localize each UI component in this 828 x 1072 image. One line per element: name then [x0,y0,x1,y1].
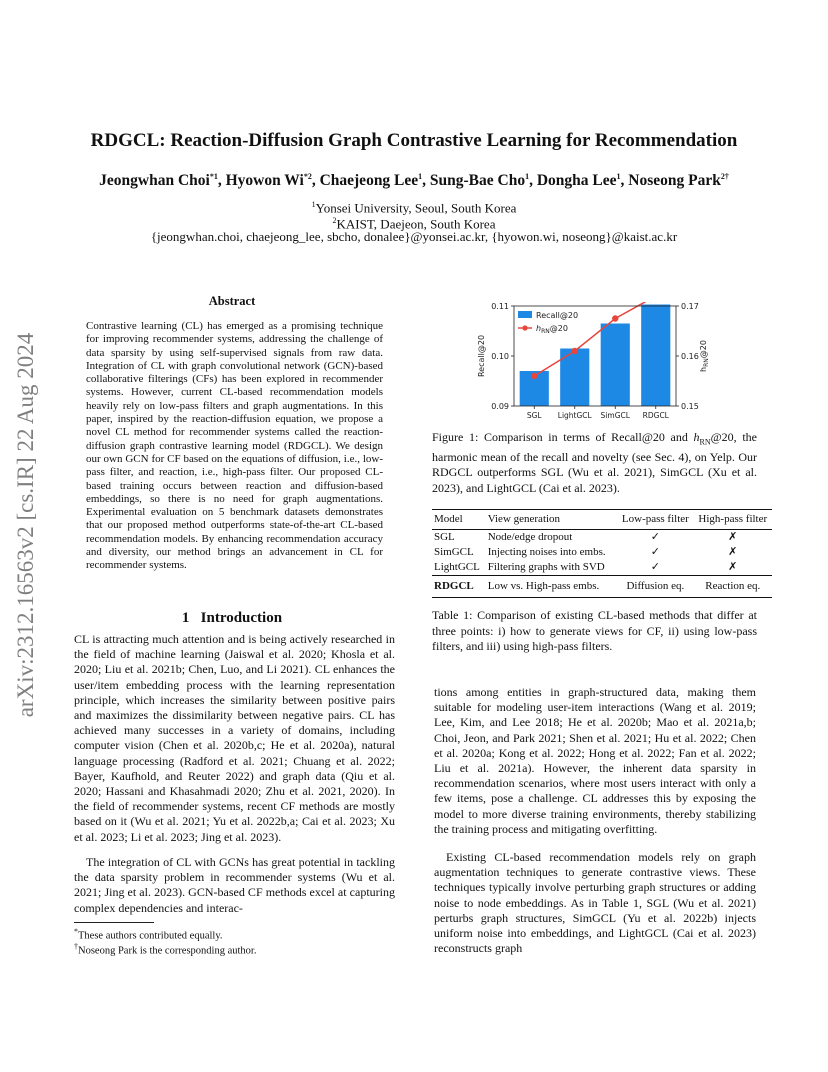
y2-tick-label: 0.15 [681,402,699,411]
x-tick-label: RDGCL [642,411,669,420]
table-row [432,545,772,560]
figure-caption-prefix: Figure 1: Comparison in terms of Recall@20 and [432,430,694,444]
table-cell: Reaction eq. [694,576,772,598]
table-cell: Node/edge dropout [487,531,573,543]
check-mark: ✓ [650,531,660,543]
bar-rdgcl [641,305,670,407]
abstract-heading: Abstract [208,294,256,308]
table-cell: SGL [434,531,455,543]
table-header-cell: Model [432,510,486,530]
table-header-cell: High-pass filter [694,510,772,530]
line-point-simgcl [612,315,618,321]
legend-label-recall: Recall@20 [536,311,579,320]
table-cell: Low vs. High-pass embs. [486,576,617,598]
table-row [432,560,772,576]
abstract-text: Contrastive learning (CL) has emerged as a promising technique for improving recommender systems, addressing the challenge of data sparsity by using self-supervised signals from raw data. Integration of CL with graph convolutional network (GCN)-based collaborative filterings (CFs) has been explored in recommender systems. However, current CL-based recommendation models heavily rely on low-pass filters and graph augmentations. In this paper, inspired by the reaction-diffusion equation, we propose a novel CL method for recommender systems called the reaction-diffusion graph contrastive learning model (RDGCL). We design our own GCN for CF based on the equations of diffusion, i.e., low-pass filter, and reaction, i.e., high-pass filter. Our proposed CL-based training occurs between reaction and diffusion-based embeddings, so there is no need for graph augmentations. Experimental evaluation on 5 benchmark datasets demonstrates that our proposed method outperforms state-of-the-art CL-based recommendation models. By enhancing recommendation accuracy and diversity, our method brings an advancement in CL for recommender systems. [86,320,383,572]
affiliation-text: KAIST, Daejeon, South Korea [336,216,496,232]
author-name: Noseong Park [628,172,721,190]
figure-caption-suffix: @20, the harmonic mean of the recall and novelty (see Sec. 4), on Yelp. Our RDGCL outperforms SGL (Wu et al. 2021), SimGCL (Xu et al. 2023), and LightGCL (Cai et al. 2023). [432,430,757,495]
table-cell: RDGCL [432,576,486,598]
y-tick-label: 0.09 [491,402,509,411]
arxiv-stamp [6,290,46,760]
table-cell: Filtering graphs with SVD [486,560,617,576]
author-mark: 1 [418,172,423,181]
author-mark: 1 [616,172,621,181]
section-number: 1 [181,610,190,626]
bar-simgcl [601,324,630,407]
author-name: Sung-Bae Cho [429,172,526,190]
table-1-caption: Table 1: Comparison of existing CL-based methods that differ at three points: i) how to generate views for CF, ii) using low-pass filters, and iii) using high-pass filters. [432,608,757,653]
check-mark: ✓ [617,560,693,576]
intro-paragraph-3: tions among entities in graph-structured data, making them suitable for modeling user-item interactions (Wang et al. 2019; Lee, Kim, and Lee 2018; He et al. 2020b; Mao et al. 2021a,b; Choi, Jeon, and Park 2021; Shen et al. 2021; Hu et al. 2022; Chen et al. 2020a; Kong et al. 2022; Hong et al. 2022; Fan et al. 2022; Liu et al. 2021a). However, the inherent data sparsity in recommendation scenarios, where most users interact with only a few items, pose a challenge. CL addresses this by exposing the model to more diverse training environments, thereby stabilizing the training process and mitigating overfitting. [434,685,756,836]
table-row [432,530,772,546]
footnote-text: Noseong Park is the corresponding author. [78,945,257,957]
y-tick-label: 0.10 [491,352,509,361]
intro-paragraph-4: Existing CL-based recommendation models rely on graph augmentation techniques to generate contrastive views. These techniques typically involve perturbing graph structures or adding noise to node embeddings. As in Table 1, SGL (Wu et al. 2021) perturbs graph structures, SimGCL (Yu et al. 2022b) injects uniform noise into embeddings, and LightGCL (Cai et al. 2023) reconstructs graph [434,850,756,956]
arxiv-stamp-text: arXiv:2312.16563v2 [cs.IR] 22 Aug 2024 [13,332,38,718]
table-header-row [432,510,772,530]
line-point-lightgcl [572,348,578,354]
table-header-cell: Low-pass filter [617,510,693,530]
affiliation-mark: 1 [311,200,316,209]
author-name: Hyowon Wi [225,172,304,190]
x-tick-label: SGL [526,411,542,420]
author-name: Dongha Lee [536,172,617,190]
legend-swatch-recall [518,311,532,318]
table-cell: SimGCL [434,546,474,558]
author-name: Jeongwhan Choi [99,172,210,190]
y-tick-label: 0.11 [491,302,509,311]
footnote-rule [74,922,154,923]
chart-svg [470,302,730,422]
section-title: Introduction [200,610,283,626]
y-axis-label: Recall@20 [477,334,486,378]
author-mark: *1 [209,172,218,181]
comparison-table [432,509,772,598]
footnote-2 [74,940,395,959]
table-1 [432,509,772,598]
table-row-rdgcl [432,576,772,598]
figure-1-chart [470,302,730,422]
author-list: Jeongwhan Choi$^{*1}$, Hyowon Wi$^{*2}$, Chaejeong Lee$^1$, Sung-Bae Cho$^1$, Dongha Lee$^1$, Noseong Park$^{2\dagger}$ [99,172,729,190]
author-emails: {jeongwhan.choi, chaejeong_lee, sbcho, donalee}@yonsei.ac.kr, {hyowon.wi, noseong}@kaist.ac.kr [150,229,678,244]
figure-1-caption [432,430,757,496]
cross-mark: ✗ [694,560,772,576]
author-name: Chaejeong Lee [319,172,419,190]
line-point-sgl [531,373,537,379]
section-heading [70,610,394,627]
legend-label-hrn: $h_{RN}@20$ [536,324,568,335]
footnote-text: These authors contributed equally. [78,930,223,942]
y2-tick-label: 0.17 [681,302,699,311]
author-mark: *2 [303,172,312,181]
affiliation-mark: 2 [332,216,337,225]
affiliation-text: Yonsei University, Seoul, South Korea [315,200,517,216]
y2-axis-label: $h_{RN}@20$ [699,340,710,372]
author-mark: 2† [720,172,729,181]
table-header-cell: View generation [486,510,617,530]
x-tick-label: SimGCL [600,411,630,420]
intro-paragraph-2: The integration of CL with GCNs has great potential in tackling the data sparsity problem in recommender systems (Wu et al. 2021; Jing et al. 2023). GCN-based CF methods excel at capturing complex dependencies and interac- [74,855,395,915]
cross-mark: ✗ [728,546,738,558]
metric-subscript: RN [699,437,711,447]
legend-marker-hrn [522,325,527,330]
x-tick-label: LightGCL [557,411,592,420]
author-mark: 1 [525,172,530,181]
table-cell: LightGCL [432,560,486,576]
footnote-mark: † [74,942,78,951]
footnote-mark: * [74,927,78,936]
table-cell: Diffusion eq. [617,576,693,598]
y2-tick-label: 0.16 [681,352,699,361]
check-mark: ✓ [650,546,660,558]
table-cell: Injecting noises into embs. [487,546,606,558]
metric-symbol: h [693,430,700,444]
paper-title: RDGCL: Reaction-Diffusion Graph Contrastive Learning for Recommendation [90,130,738,151]
intro-paragraph-1: CL is attracting much attention and is being actively researched in the field of machine learning (Jaiswal et al. 2020; Khosla et al. 2020; Liu et al. 2021b; Chen, Luo, and Li 2021). CL enhances the user/item embedding process with the learning representation principle, which increases the similarity between positive pairs and maximizes the dissimilarity between negative pairs. CL has achieved many successes in a variety of domains, including computer vision (Chen et al. 2020b,c; He et al. 2020a), natural language processing (Radford et al. 2021; Chuang et al. 2022; Bayer, Kaufhold, and Reuter 2022) and graph data (Qiu et al. 2020; Hassani and Khasahmadi 2020; Zhu et al. 2021, 2020). In the field of recommender systems, recent CF methods are mostly based on it (Wu et al. 2021; Yu et al. 2022b,a; Cai et al. 2023; Xu et al. 2023; Li et al. 2023; Jing et al. 2023). [74,632,395,844]
cross-mark: ✗ [728,531,738,543]
